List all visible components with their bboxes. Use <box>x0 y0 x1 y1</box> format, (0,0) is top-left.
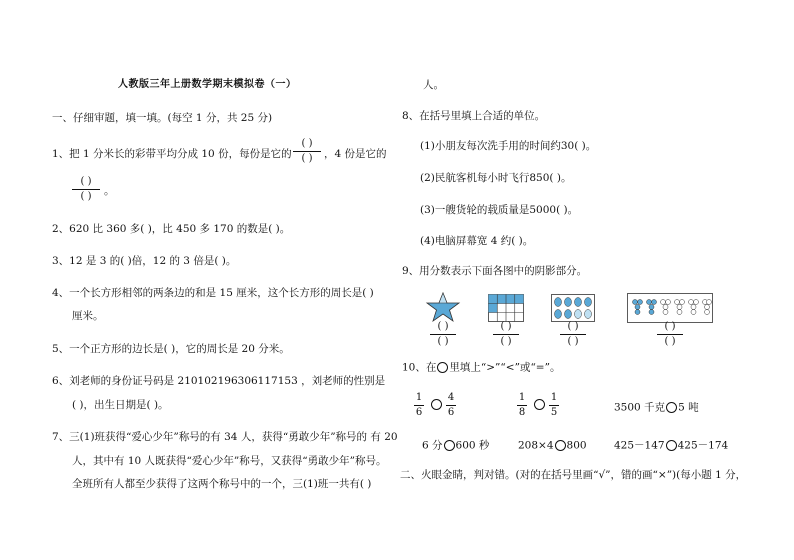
q8-item-1: (1)小朋友每次洗手用的时间约30( )。 <box>420 140 597 152</box>
q9-text: 9、用分数表示下面各图中的阴影部分。 <box>402 265 588 277</box>
q4-text-a: 4、一个长方形相邻的两条边的和是 15 厘米，这个长方形的周长是( ) <box>52 287 374 299</box>
section2-heading: 二、火眼金睛，判对错。(对的在括号里画“√”，错的画“×”)(每小题 1 分， <box>400 469 747 481</box>
c2-compare-circle[interactable] <box>534 399 545 410</box>
q6-text-a: 6、刘老师的身份证号码是 210102196306117153 ，刘老师的性别是 <box>52 375 386 387</box>
c2-fraction-left: 1 8 <box>518 392 526 418</box>
grid-figure <box>488 294 524 322</box>
page-title: 人教版三年上册数学期末模拟卷（一） <box>118 79 297 90</box>
q7-text-a: 7、三(1)班获得“爱心少年”称号的有 34 人，获得“勇敢少年”称号的 有 20 <box>52 431 398 443</box>
q7-continuation: 人。 <box>423 79 444 91</box>
c6-compare-circle[interactable] <box>666 440 677 451</box>
q8-item-2: (2)民航客机每小时飞行850( )。 <box>420 172 572 184</box>
q1-fraction-blank-2[interactable]: ( ) ( ) <box>72 177 100 202</box>
fig1-answer-blank[interactable]: ( ) ( ) <box>430 322 456 347</box>
q1-text-a: 1、把 1 分米长的彩带平均分成 10 份，每份是它的 <box>52 148 292 160</box>
compare-circle-icon <box>437 362 448 373</box>
q6-text-b: ( )，出生日期是( )。 <box>72 399 169 411</box>
q1-text-b: ，4 份是它的 <box>324 148 387 160</box>
c3-compare: 3500 千克 5 吨 <box>614 401 699 414</box>
q10-text: 10、在 里填上“>”“<”或“=”。 <box>402 361 561 374</box>
q7-text-c: 全班所有人都至少获得了这两个称号中的一个，三(1)班一共有( ) <box>72 478 372 490</box>
strawberry-figure <box>551 294 595 322</box>
q2-text: 2、620 比 360 多( )，比 450 多 170 的数是( )。 <box>52 223 291 235</box>
section1-heading: 一、仔细审题，填一填。(每空 1 分，共 25 分) <box>52 112 273 124</box>
c6-compare: 425－147 425－174 <box>614 439 729 452</box>
q8-item-3: (3)一艘货轮的载质量是5000( )。 <box>420 204 579 216</box>
c3-compare-circle[interactable] <box>666 402 677 413</box>
q1-fraction-blank-1[interactable]: ( ) ( ) <box>293 139 321 164</box>
fig4-answer-blank[interactable]: ( ) ( ) <box>657 322 683 347</box>
c2-fraction-right: 1 5 <box>550 392 558 418</box>
q7-text-b: 人，其中有 10 人既获得“爱心少年”称号，又获得“勇敢少年”称号。 <box>72 455 387 467</box>
c1-fraction-right: 4 6 <box>447 392 455 418</box>
c5-compare-circle[interactable] <box>555 440 566 451</box>
fig2-answer-blank[interactable]: ( ) ( ) <box>493 322 519 347</box>
c1-fraction-left: 1 6 <box>415 392 423 418</box>
c5-compare: 208×4 800 <box>518 439 587 452</box>
q4-text-b: 厘米。 <box>72 310 104 322</box>
q8-text: 8、在括号里填上合适的单位。 <box>402 110 546 122</box>
star-figure <box>426 292 460 322</box>
fig3-answer-blank[interactable]: ( ) ( ) <box>560 322 586 347</box>
q5-text: 5、一个正方形的边长是( )，它的周长是 20 分米。 <box>52 343 290 355</box>
q1-text-c: 。 <box>104 185 115 197</box>
c4-compare: 6 分 600 秒 <box>422 439 490 452</box>
grapes-figure <box>627 293 713 323</box>
c1-compare-circle[interactable] <box>431 399 442 410</box>
q8-item-4: (4)电脑屏幕宽 4 约( )。 <box>420 235 534 247</box>
q3-text: 3、12 是 3 的( )倍，12 的 3 倍是( )。 <box>52 255 237 267</box>
c4-compare-circle[interactable] <box>444 440 455 451</box>
